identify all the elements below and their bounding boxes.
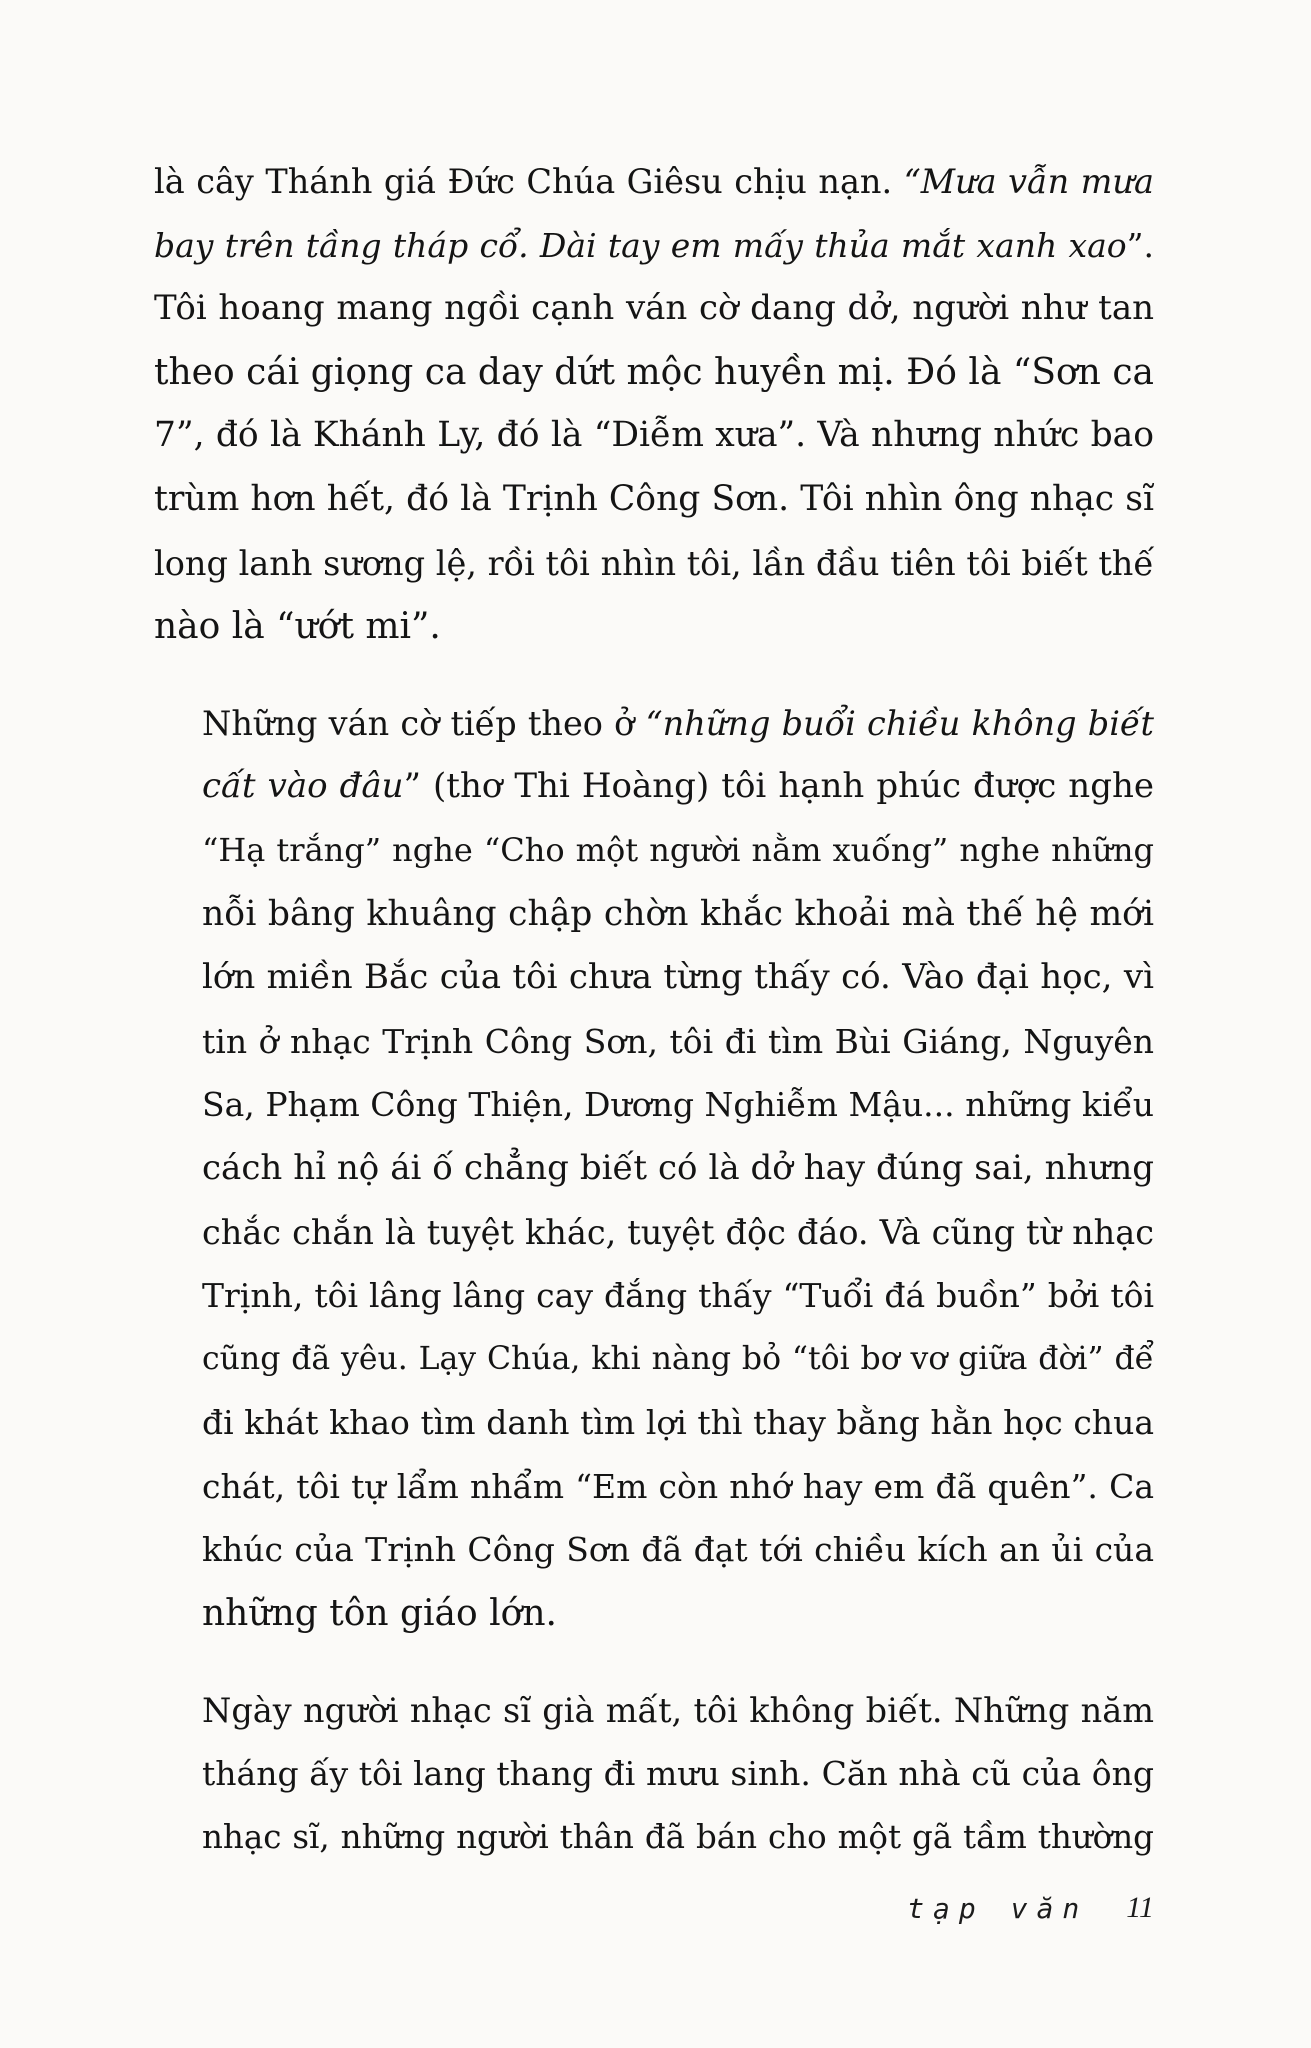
- italic-quote: “những buổi chiều không biết: [645, 703, 1154, 743]
- text-run: nào là “ướt mi”.: [154, 606, 441, 648]
- text-run: “Hạ trắng” nghe “Cho một người nằm xuống” nghe những: [202, 830, 1154, 869]
- text-run: nỗi bâng khuâng chập chờn khắc khoải mà thế hệ mới: [202, 893, 1154, 934]
- text-line: [154, 595, 1154, 659]
- text-line: [154, 1073, 1154, 1137]
- text-run: là cây Thánh giá Đức Chúa Giêsu chịu nạn.: [154, 162, 904, 201]
- text-run: theo cái giọng ca day dứt mộc huyền mị. Đó là “Sơn ca: [154, 351, 1154, 393]
- text-line: [154, 1201, 1154, 1265]
- text-line: [154, 1391, 1154, 1455]
- text-run: lớn miền Bắc của tôi chưa từng thấy có. Vào đại học, vì: [202, 957, 1154, 998]
- page-number: 11: [1126, 1891, 1154, 1924]
- text-line: [154, 946, 1154, 1010]
- text-line: [154, 214, 1154, 278]
- text-run: Trịnh, tôi lâng lâng cay đắng thấy “Tuổi đá buồn” bởi tôi: [202, 1276, 1154, 1316]
- text-run: cách hỉ nộ ái ố chẳng biết có là dở hay đúng sai, nhưng: [202, 1147, 1154, 1188]
- text-line: [154, 404, 1154, 468]
- paragraph: [154, 692, 1154, 1646]
- text-line: [154, 819, 1154, 883]
- page-footer: [900, 1878, 1154, 1938]
- text-run: ” (thơ Thi Hoàng) tôi hạnh phúc được nghe: [403, 766, 1154, 807]
- text-line: [154, 1010, 1154, 1074]
- text-line: [154, 883, 1154, 947]
- text-line: [154, 1582, 1154, 1646]
- text-line: [154, 1137, 1154, 1201]
- text-run: Sa, Phạm Công Thiện, Dương Nghiễm Mậu... những kiểu: [202, 1085, 1154, 1125]
- text-run: chắc chắn là tuyệt khác, tuyệt độc đáo. Và cũng từ nhạc: [202, 1212, 1154, 1252]
- text-line: [154, 755, 1154, 819]
- text-line: [154, 1679, 1154, 1743]
- text-run: Tôi hoang mang ngồi cạnh ván cờ dang dở, người như tan: [154, 288, 1154, 329]
- text-run: đi khát khao tìm danh tìm lợi thì thay bằng hằn học chua: [202, 1403, 1154, 1443]
- text-line: [154, 1518, 1154, 1582]
- text-run: khúc của Trịnh Công Sơn đã đạt tới chiều kích an ủi của: [202, 1530, 1154, 1570]
- text-run: chát, tôi tự lẩm nhẩm “Em còn nhớ hay em đã quên”. Ca: [202, 1466, 1154, 1506]
- text-line: [154, 1264, 1154, 1328]
- text-run: trùm hơn hết, đó là Trịnh Công Sơn. Tôi nhìn ông nhạc sĩ: [154, 478, 1154, 519]
- text-line: [154, 277, 1154, 341]
- text-run: tin ở nhạc Trịnh Công Sơn, tôi đi tìm Bùi Giáng, Nguyên: [202, 1021, 1154, 1061]
- text-run: Ngày người nhạc sĩ già mất, tôi không biết. Những năm: [202, 1690, 1154, 1730]
- text-run: Những ván cờ tiếp theo ở: [202, 703, 646, 743]
- text-run: tháng ấy tôi lang thang đi mưu sinh. Căn nhà cũ của ông: [202, 1754, 1154, 1794]
- text-run: cũng đã yêu. Lạy Chúa, khi nàng bỏ “tôi bơ vơ giữa đời” để: [202, 1340, 1154, 1377]
- italic-quote: bay trên tầng tháp cổ. Dài tay em mấy thủa mắt xanh xao: [154, 225, 1127, 265]
- italic-quote: cất vào đâu: [202, 766, 404, 807]
- body-text: [154, 150, 1154, 1902]
- paragraph: [154, 1679, 1154, 1870]
- italic-quote: “Mưa vẫn mưa: [903, 162, 1154, 201]
- text-run: long lanh sương lệ, rồi tôi nhìn tôi, lần đầu tiên tôi biết thế: [154, 543, 1154, 583]
- paragraph: [154, 150, 1154, 659]
- text-line: [154, 692, 1154, 756]
- running-head: tạp văn: [907, 1891, 1089, 1925]
- text-line: [154, 468, 1154, 532]
- text-line: [154, 532, 1154, 596]
- text-run: những tôn giáo lớn.: [202, 1593, 557, 1635]
- text-run: ”.: [1126, 225, 1154, 265]
- text-run: nhạc sĩ, những người thân đã bán cho một gã tầm thường: [202, 1817, 1154, 1856]
- text-line: [154, 150, 1154, 214]
- text-line: [154, 1742, 1154, 1806]
- text-line: [154, 1328, 1154, 1392]
- text-line: [154, 1455, 1154, 1519]
- text-run: 7”, đó là Khánh Ly, đó là “Diễm xưa”. Và nhưng nhức bao: [154, 415, 1154, 456]
- text-line: [154, 1806, 1154, 1870]
- text-line: [154, 341, 1154, 405]
